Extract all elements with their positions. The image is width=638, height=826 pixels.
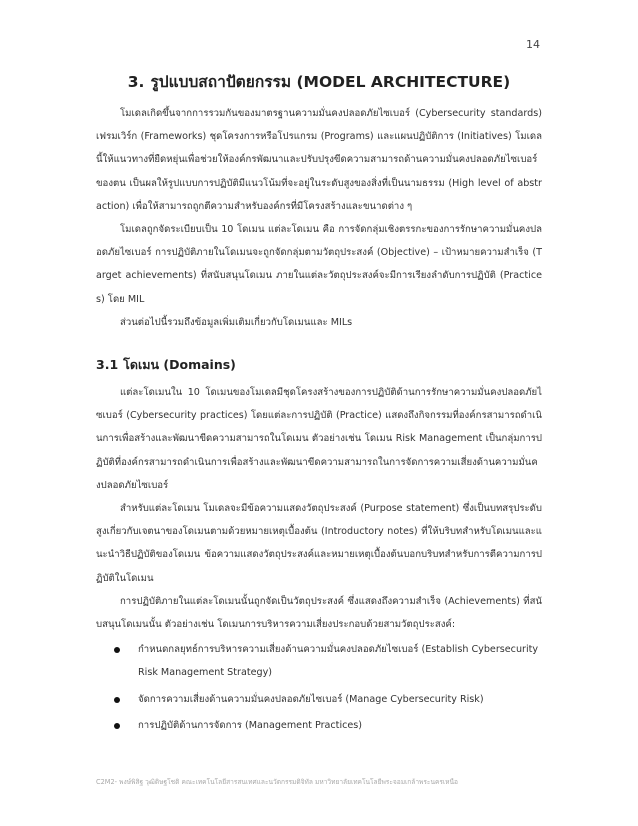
list-item-text: กำหนดกลยุทธ์การบริหารความเสี่ยงด้านความมั่นคงปลอดภัยไซเบอร์ (Establish Cybersecurity Risk Management Strategy) (138, 644, 539, 679)
bullet-icon (114, 647, 120, 653)
page-footer: C2M2- พงษ์พิสิฐ วุฒิดิษฐโชติ คณะเทคโนโลยีสารสนเทศและนวัตกรรมดิจิทัล มหาวิทยาลัยเทคโนโลยีพระจอมเกล้าพระนครเหนือ (96, 778, 458, 786)
objectives-list (96, 638, 542, 737)
page-number: 14 (526, 38, 540, 51)
section-title: โดเมน (Domains) (123, 357, 236, 373)
section-paragraph-3: การปฏิบัติภายในแต่ละโดเมนนั้นถูกจัดเป็นวัตถุประสงค์ ซึ่งแสดงถึงความสำเร็จ (Achievements) ที่สนับสนุนโดเมนนั้น ตัวอย่างเช่น โดเมนการบริหารความเสี่ยงประกอบด้วยสามวัตถุประสงค์: (96, 595, 542, 631)
section-paragraph-1: แต่ละโดเมนใน 10 โดเมนของโมเดลมีชุดโครงสร้างของการปฏิบัติด้านการรักษาความมั่นคงปลอดภัยไซเบอร์ (Cybersecurity practices) โดยแต่ละการปฏิบัติ (Practice) แสดงถึงกิจกรรมที่องค์กรสามารถดำเนินการเพื่อสร้างและพัฒนาขีดความสามารถในโดเมน ตัวอย่างเช่น โดเมน Risk Management เป็นกลุ่มการปฏิบัติที่องค์กรสามารถดำเนินการเพื่อสร้างและพัฒนาขีดความสามารถในการจัดการความเสี่ยงด้านความมั่นคงปลอดภัยไซเบอร์ (96, 387, 542, 491)
document-body (96, 72, 542, 737)
list-item (114, 714, 542, 737)
intro-paragraph-2: โมเดลถูกจัดระเบียบเป็น 10 โดเมน แต่ละโดเมน คือ การจัดกลุ่มเชิงตรรกะของการรักษาความมั่นคงปลอดภัยไซเบอร์ การปฏิบัติภายในโดเมนจะถูกจัดกลุ่มตามวัตถุประสงค์ (Objective) – เป้าหมายความสำเร็จ (Target achievements) ที่สนับสนุนโดเมน ภายในแต่ละวัตถุประสงค์จะมีการเรียงลำดับการปฏิบัติ (Practices) โดย MIL (96, 224, 542, 305)
chapter-title-text: รูปแบบสถาปัตยกรรม (MODEL ARCHITECTURE) (150, 73, 511, 91)
intro-paragraph-3: ส่วนต่อไปนี้รวมถึงข้อมูลเพิ่มเติมเกี่ยวกับโดเมนและ MILs (120, 316, 353, 328)
list-item-text: จัดการความเสี่ยงด้านความมั่นคงปลอดภัยไซเบอร์ (Manage Cybersecurity Risk) (138, 693, 484, 705)
chapter-title (96, 72, 542, 92)
bullet-icon (114, 723, 120, 729)
list-item (114, 688, 542, 711)
bullet-icon (114, 697, 120, 703)
list-item (114, 638, 542, 684)
intro-paragraph-1: โมเดลเกิดขึ้นจากการรวมกันของมาตรฐานความมั่นคงปลอดภัยไซเบอร์ (Cybersecurity standards) เฟรมเวิร์ก (Frameworks) ชุดโครงการหรือโปรแกรม (Programs) และแผนปฏิบัติการ (Initiatives) โมเดลนี้ให้แนวทางที่ยืดหยุ่นเพื่อช่วยให้องค์กรพัฒนาและปรับปรุงขีดความสามารถด้านความมั่นคงปลอดภัยไซเบอร์ของตน เป็นผลให้รูปแบบการปฏิบัติมีแนวโน้มที่จะอยู่ในระดับสูงของสิ่งที่เป็นนามธรรม (High level of abstraction) เพื่อให้สามารถถูกตีความสำหรับองค์กรที่มีโครงสร้างและขนาดต่าง ๆ (96, 108, 542, 212)
chapter-number: 3. (127, 73, 145, 91)
section-heading (96, 355, 542, 375)
section-paragraph-2: สำหรับแต่ละโดเมน โมเดลจะมีข้อความแสดงวัตถุประสงค์ (Purpose statement) ซึ่งเป็นบทสรุประดับสูงเกี่ยวกับเจตนาของโดเมนตามด้วยหมายเหตุเบื้องต้น (Introductory notes) ที่ให้บริบทสำหรับโดเมนและแนะนำวิธีปฏิบัติของโดเมน ข้อความแสดงวัตถุประสงค์และหมายเหตุเบื้องต้นบอกบริบทสำหรับการตีความการปฏิบัติในโดเมน (96, 503, 542, 584)
list-item-text: การปฏิบัติด้านการจัดการ (Management Practices) (138, 719, 363, 731)
section-number: 3.1 (96, 357, 119, 373)
